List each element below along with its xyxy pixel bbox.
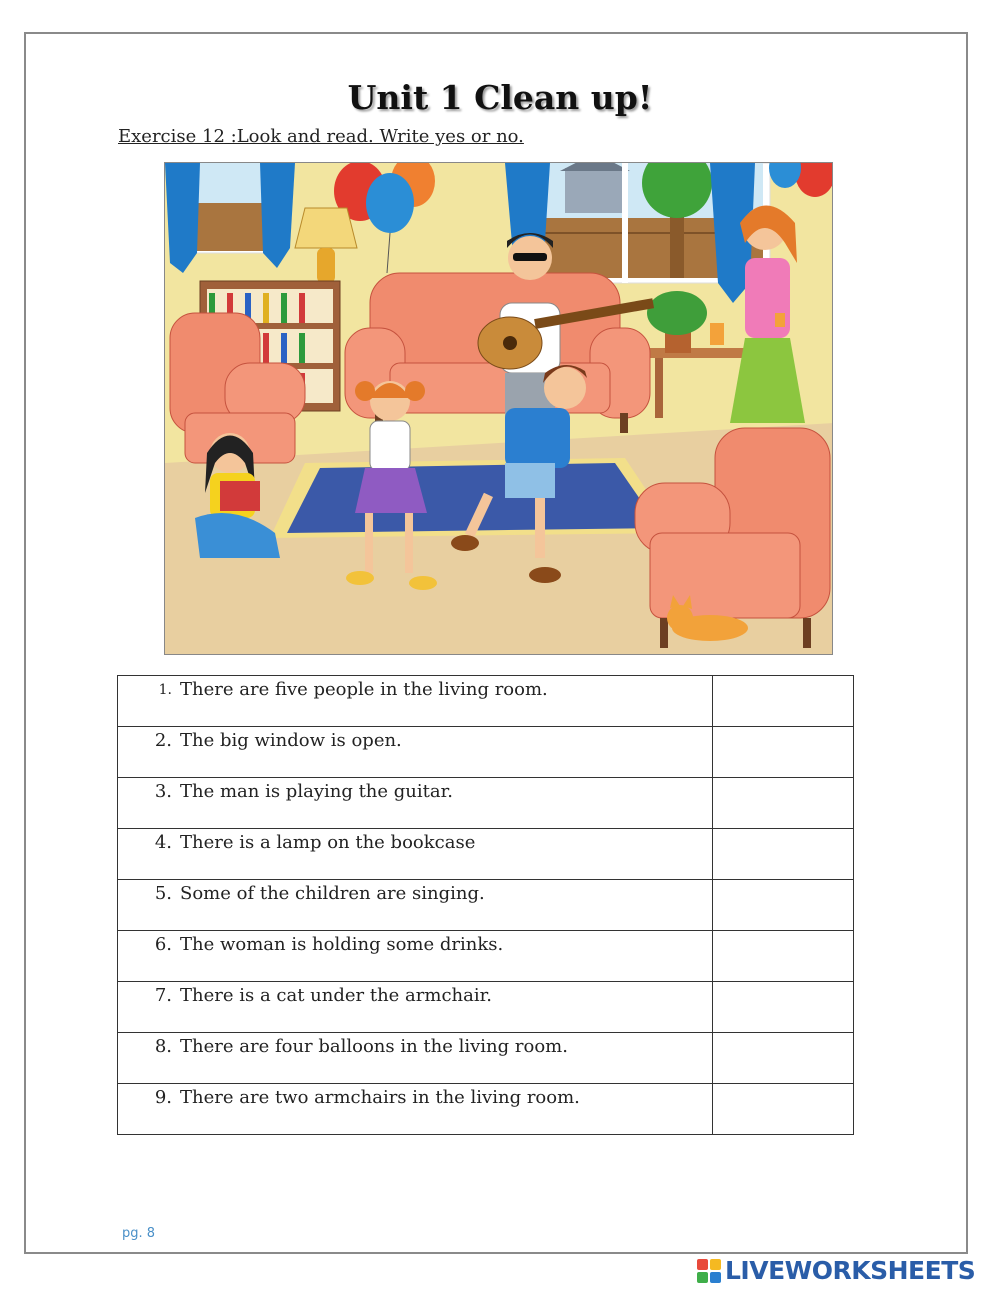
statement-number: 3.: [154, 781, 172, 802]
statement-text: The big window is open.: [180, 730, 402, 751]
statement-number: 8.: [154, 1036, 172, 1057]
logo-blocks-icon: [697, 1259, 721, 1283]
page-title: Unit 1 Clean up!: [347, 78, 653, 117]
statement-cell: [118, 778, 713, 829]
answer-cell[interactable]: [713, 982, 854, 1033]
statement-number: 6.: [154, 934, 172, 955]
living-room-illustration: [164, 162, 833, 655]
answer-cell[interactable]: [713, 778, 854, 829]
statement-cell: [118, 829, 713, 880]
statement-number: 2.: [154, 730, 172, 751]
page-number: pg. 8: [122, 1226, 156, 1241]
brand-name: LIVEWORKSHEETS: [725, 1256, 976, 1285]
table-row: [118, 982, 854, 1033]
statement-text: There is a cat under the armchair.: [180, 985, 492, 1006]
table-row: [118, 727, 854, 778]
answer-cell[interactable]: [713, 829, 854, 880]
statement-text: The woman is holding some drinks.: [180, 934, 504, 955]
answer-cell[interactable]: [713, 727, 854, 778]
exercise-instruction: Exercise 12 :Look and read. Write yes or no.: [118, 126, 524, 147]
statement-text: The man is playing the guitar.: [180, 781, 453, 802]
statement-cell: [118, 931, 713, 982]
statement-cell: [118, 1033, 713, 1084]
statement-cell: [118, 1084, 713, 1135]
table-row: [118, 778, 854, 829]
statement-number: 7.: [154, 985, 172, 1006]
statement-number: 9.: [154, 1087, 172, 1108]
statement-number: 5.: [154, 883, 172, 904]
yes-no-table: [117, 675, 854, 1135]
statement-text: There are four balloons in the living room.: [180, 1036, 568, 1057]
table-row: [118, 676, 854, 727]
statement-text: There is a lamp on the bookcase: [180, 832, 476, 853]
statement-text: There are five people in the living room.: [180, 679, 548, 700]
answer-cell[interactable]: [713, 676, 854, 727]
statement-number: 1.: [158, 682, 172, 698]
table-row: [118, 1084, 854, 1135]
statement-cell: [118, 676, 713, 727]
answer-cell[interactable]: [713, 1084, 854, 1135]
statement-text: Some of the children are singing.: [180, 883, 485, 904]
answer-cell[interactable]: [713, 1033, 854, 1084]
statement-cell: [118, 982, 713, 1033]
table-row: [118, 829, 854, 880]
table-row: [118, 880, 854, 931]
answer-cell[interactable]: [713, 931, 854, 982]
table-row: [118, 1033, 854, 1084]
statement-text: There are two armchairs in the living room.: [180, 1087, 580, 1108]
table-row: [118, 931, 854, 982]
statement-cell: [118, 880, 713, 931]
statement-number: 4.: [154, 832, 172, 853]
answer-cell[interactable]: [713, 880, 854, 931]
statement-cell: [118, 727, 713, 778]
liveworksheets-logo: [697, 1256, 975, 1285]
